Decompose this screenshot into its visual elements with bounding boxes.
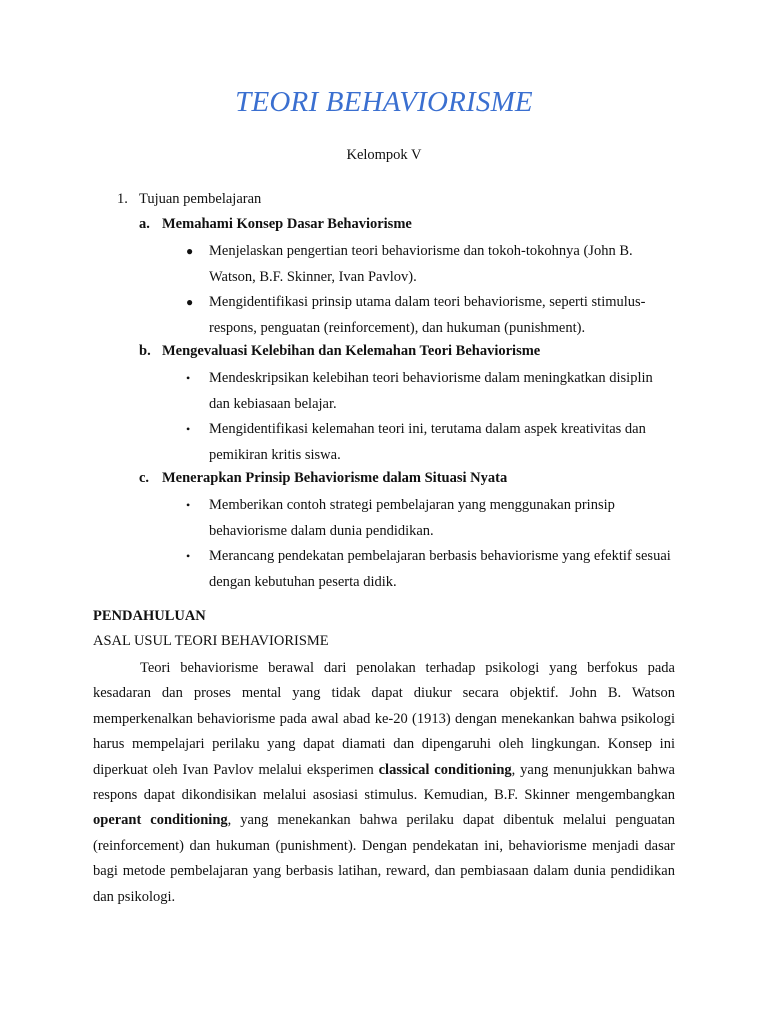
list-item (186, 290, 677, 341)
bullet-icon: ● (186, 244, 194, 258)
paragraph-text: , yang menunjukkan bahwa respons dapat dikondisikan melalui asosiasi stimulus. Kemudian, B.F. Skinner mengembangkan (93, 761, 675, 804)
bullet-icon: • (186, 549, 191, 563)
intro-heading: PENDAHULUAN (93, 608, 206, 624)
objectives-list (117, 189, 677, 595)
objectives-heading (117, 189, 677, 214)
list-item (186, 366, 677, 417)
section-heading-text: Mengevaluasi Kelebihan dan Kelemahan Teori Behaviorisme (162, 343, 541, 359)
bullet-icon: • (186, 498, 191, 512)
bullet-icon: • (186, 371, 191, 385)
section-heading-c (139, 468, 677, 493)
document-title: TEORI BEHAVIORISME (235, 86, 533, 118)
section-heading-text: Memahami Konsep Dasar Behaviorisme (162, 216, 412, 232)
section-letter: b. (139, 343, 151, 359)
section-letter: a. (139, 216, 150, 232)
intro-subheading: ASAL USUL TEORI BEHAVIORISME (93, 633, 329, 649)
section-heading-text: Menerapkan Prinsip Behaviorisme dalam Situasi Nyata (162, 470, 508, 486)
section-heading-b (139, 341, 677, 366)
intro-paragraph (93, 656, 675, 910)
list-item-text: Memberikan contoh strategi pembelajaran yang menggunakan prinsip behaviorisme dalam dunia pendidikan. (209, 497, 615, 539)
list-item (186, 544, 677, 595)
objectives-heading-text: Tujuan pembelajaran (139, 191, 262, 207)
paragraph-text: Teori behaviorisme berawal dari penolakan terhadap psikologi yang berfokus pada kesadaran dan proses mental yang tidak dapat diukur secara objektif. John B. Watson memperkenalkan behaviorisme pada awal abad ke-20 (1913) dengan menekankan bahwa psikologi harus mempelajari perilaku yang dapat diamati dan dipengaruhi oleh lingkungan. Konsep ini diperkuat oleh Ivan Pavlov melalui eksperimen (93, 660, 675, 778)
section-letter: c. (139, 470, 150, 486)
bullet-icon: ● (186, 295, 194, 309)
term-classical-conditioning: classical conditioning (378, 761, 512, 778)
paragraph-text: , yang menekankan bahwa perilaku dapat dibentuk melalui penguatan (reinforcement) dan hukuman (punishment). Dengan pendekatan ini, behaviorisme menjadi dasar bagi metode pembelajaran yang berbasis latihan, reward, dan pembiasaan dalam dunia pendidikan dan psikologi. (93, 812, 675, 905)
list-item-text: Mengidentifikasi kelemahan teori ini, terutama dalam aspek kreativitas dan pemikiran kritis siswa. (209, 421, 646, 463)
list-item-text: Mendeskripsikan kelebihan teori behaviorisme dalam meningkatkan disiplin dan kebiasaan belajar. (209, 370, 653, 412)
section-heading-a (139, 214, 677, 239)
list-number: 1. (117, 191, 128, 207)
term-operant-conditioning: operant conditioning (93, 812, 228, 829)
bullet-icon: • (186, 422, 191, 436)
list-item-text: Merancang pendekatan pembelajaran berbasis behaviorisme yang efektif sesuai dengan kebutuhan peserta didik. (209, 548, 671, 590)
list-item-text: Mengidentifikasi prinsip utama dalam teori behaviorisme, seperti stimulus-respons, penguatan (reinforcement), dan hukuman (punishment). (209, 294, 646, 336)
list-item (186, 417, 677, 468)
list-item (186, 239, 677, 290)
list-item-text: Menjelaskan pengertian teori behaviorisme dan tokoh-tokohnya (John B. Watson, B.F. Skinner, Ivan Pavlov). (209, 243, 633, 285)
document-subtitle: Kelompok V (346, 147, 422, 163)
list-item (186, 493, 677, 544)
